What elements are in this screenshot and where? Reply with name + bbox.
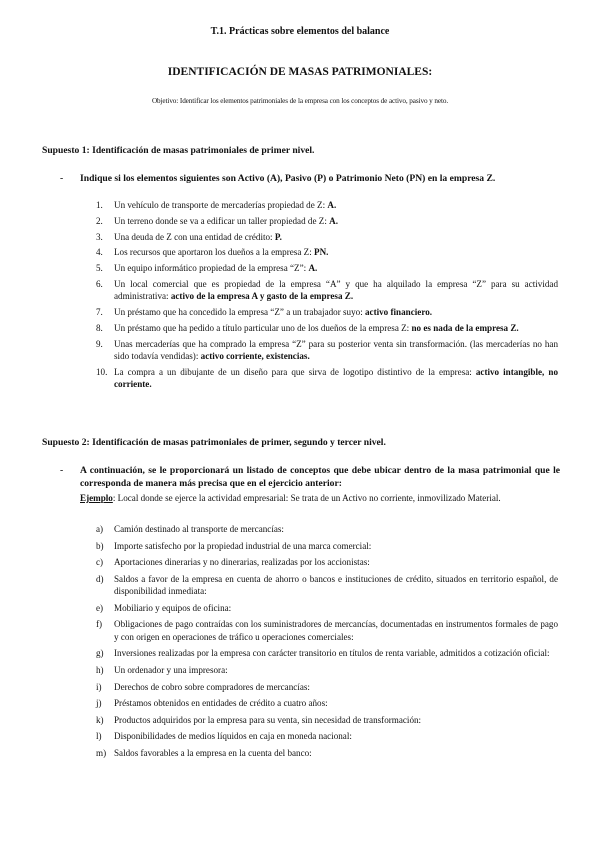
- supuesto-2-list: [96, 523, 558, 764]
- item-letter: f): [96, 619, 103, 630]
- list-item: [96, 540, 558, 552]
- item-text: Saldos favorables a la empresa en la cuenta del banco:: [114, 747, 312, 758]
- list-item: [96, 231, 558, 243]
- item-text: Un terreno donde se va a edificar un taller propiedad de Z:: [114, 215, 330, 226]
- list-item: [96, 556, 558, 568]
- item-text: Un ordenador y una impresora:: [114, 664, 228, 675]
- list-item: [96, 618, 558, 643]
- item-answer: activo intangible, no corriente.: [114, 366, 558, 390]
- item-text: Saldos a favor de la empresa en cuenta de ahorro o bancos e instituciones de crédito, situados en territorio español, de disponibilidad inmediata:: [114, 573, 558, 597]
- list-item: [96, 322, 558, 334]
- example-text: : Local donde se ejerce la actividad empresarial: Se trata de un Activo no corriente, inmovilizado Material.: [112, 493, 501, 503]
- item-text: Obligaciones de pago contraídas con los suministradores de mercancías, documentadas en instrumentos formales de pago y con origen en operaciones de tráfico u operaciones comerciales:: [114, 619, 558, 642]
- item-text: Un préstamo que ha pedido a título particular uno de los dueños de la empresa Z:: [114, 322, 412, 333]
- example-label: Ejemplo: [80, 493, 113, 503]
- item-text: Préstamos obtenidos en entidades de crédito a cuatro años:: [114, 698, 328, 709]
- item-letter: a): [96, 524, 104, 534]
- item-number: 6.: [96, 278, 103, 289]
- item-number: 9.: [96, 338, 103, 349]
- list-item: [96, 681, 558, 693]
- item-answer: A.: [308, 263, 318, 274]
- supuesto-1-list: [96, 199, 558, 394]
- item-answer: A.: [329, 215, 338, 226]
- item-letter: k): [96, 714, 104, 725]
- item-text: Importe satisfecho por la propiedad industrial de una marca comercial:: [114, 540, 372, 551]
- list-item: [96, 366, 558, 391]
- item-letter: g): [96, 648, 104, 659]
- item-letter: j): [96, 698, 102, 709]
- item-text: Un vehículo de transporte de mercaderías propiedad de Z:: [114, 200, 328, 210]
- item-number: 4.: [96, 247, 103, 258]
- item-letter: m): [96, 747, 107, 758]
- list-item: [96, 215, 558, 227]
- list-item: [96, 647, 558, 659]
- list-item: [96, 747, 558, 759]
- item-answer: activo financiero.: [365, 307, 433, 318]
- item-text: Camión destinado al transporte de mercancías:: [114, 524, 284, 534]
- list-item: [96, 573, 558, 598]
- item-text: Disponibilidades de medios líquidos en caja en moneda nacional:: [114, 731, 352, 742]
- item-answer: P.: [274, 231, 282, 242]
- list-item: [96, 338, 558, 363]
- objective-text: Objetivo: Identificar los elementos patrimoniales de la empresa con los conceptos de activo, pasivo y neto.: [151, 97, 449, 105]
- item-text: Un local comercial que es propiedad de la empresa “A” y que ha alquilado la empresa “Z” para su actividad administrativa:: [114, 278, 558, 302]
- item-answer: no es nada de la empresa Z.: [411, 322, 519, 333]
- list-item: [96, 306, 558, 318]
- list-item: [96, 602, 558, 614]
- item-number: 7.: [96, 307, 103, 318]
- item-text: Productos adquiridos por la empresa para su venta, sin necesidad de transformación:: [114, 714, 422, 725]
- list-item: [96, 246, 558, 258]
- item-number: 1.: [96, 200, 103, 210]
- item-number: 5.: [96, 263, 103, 274]
- list-item: [96, 278, 558, 303]
- item-text: Aportaciones dinerarias y no dinerarias, realizadas por los accionistas:: [114, 557, 370, 568]
- list-item: [96, 262, 558, 274]
- item-letter: h): [96, 664, 104, 675]
- supuesto-2-heading: Supuesto 2: Identificación de masas patrimoniales de primer, segundo y tercer nivel.: [42, 437, 386, 448]
- item-letter: l): [96, 731, 102, 742]
- instruction-text: A continuación, se le proporcionará un listado de conceptos que debe ubicar dentro de la masa patrimonial que le corresponda de manera más precisa que en el ejercicio anterior:: [80, 465, 560, 489]
- item-letter: c): [96, 557, 104, 568]
- supuesto-1-instruction: [60, 172, 560, 185]
- item-text: Mobiliario y equipos de oficina:: [114, 602, 232, 613]
- item-answer: activo corriente, existencias.: [200, 351, 310, 362]
- list-item: [96, 523, 558, 535]
- item-text: La compra a un dibujante de un diseño para que sirva de logotipo distintivo de la empresa:: [114, 366, 476, 377]
- item-text: Inversiones realizadas por la empresa con carácter transitorio en títulos de renta variable, admitidos a cotización oficial:: [114, 648, 550, 659]
- item-text: Derechos de cobro sobre compradores de mercancías:: [114, 681, 310, 692]
- item-answer: A.: [327, 200, 337, 210]
- item-number: 2.: [96, 215, 103, 226]
- item-letter: b): [96, 540, 104, 551]
- item-text: Los recursos que aportaron los dueños a la empresa Z:: [114, 247, 315, 258]
- item-text: Un préstamo que ha concedido la empresa “Z” a un trabajador suyo:: [114, 307, 365, 318]
- item-number: 10.: [96, 366, 108, 377]
- list-item: [96, 664, 558, 676]
- supuesto-2-instruction: [60, 464, 560, 490]
- item-letter: i): [96, 681, 102, 692]
- list-item: [96, 199, 558, 211]
- item-number: 8.: [96, 322, 103, 333]
- example-paragraph: [80, 492, 560, 505]
- list-item: [96, 697, 558, 709]
- item-text: Un equipo informático propiedad de la empresa “Z”:: [114, 263, 309, 274]
- bullet-dash: -: [60, 465, 64, 476]
- item-answer: PN.: [314, 247, 329, 258]
- instruction-text: Indique si los elementos siguientes son Activo (A), Pasivo (P) o Patrimonio Neto (PN) en la empresa Z.: [80, 173, 496, 184]
- page-title: IDENTIFICACIÓN DE MASAS PATRIMONIALES:: [167, 66, 433, 78]
- item-answer: activo de la empresa A y gasto de la empresa Z.: [170, 291, 354, 302]
- list-item: [96, 714, 558, 726]
- item-text: Una deuda de Z con una entidad de crédito:: [114, 231, 275, 242]
- item-number: 3.: [96, 231, 103, 242]
- bullet-dash: -: [60, 173, 64, 184]
- list-item: [96, 730, 558, 742]
- item-text: Unas mercaderías que ha comprado la empresa “Z” para su posterior venta sin transformación. (las mercaderías no han sido todavía vendidas):: [114, 338, 558, 362]
- page-header: T.1. Prácticas sobre elementos del balance: [210, 26, 390, 37]
- supuesto-1-heading: Supuesto 1: Identificación de masas patrimoniales de primer nivel.: [42, 145, 315, 156]
- item-letter: e): [96, 602, 104, 613]
- item-letter: d): [96, 573, 104, 584]
